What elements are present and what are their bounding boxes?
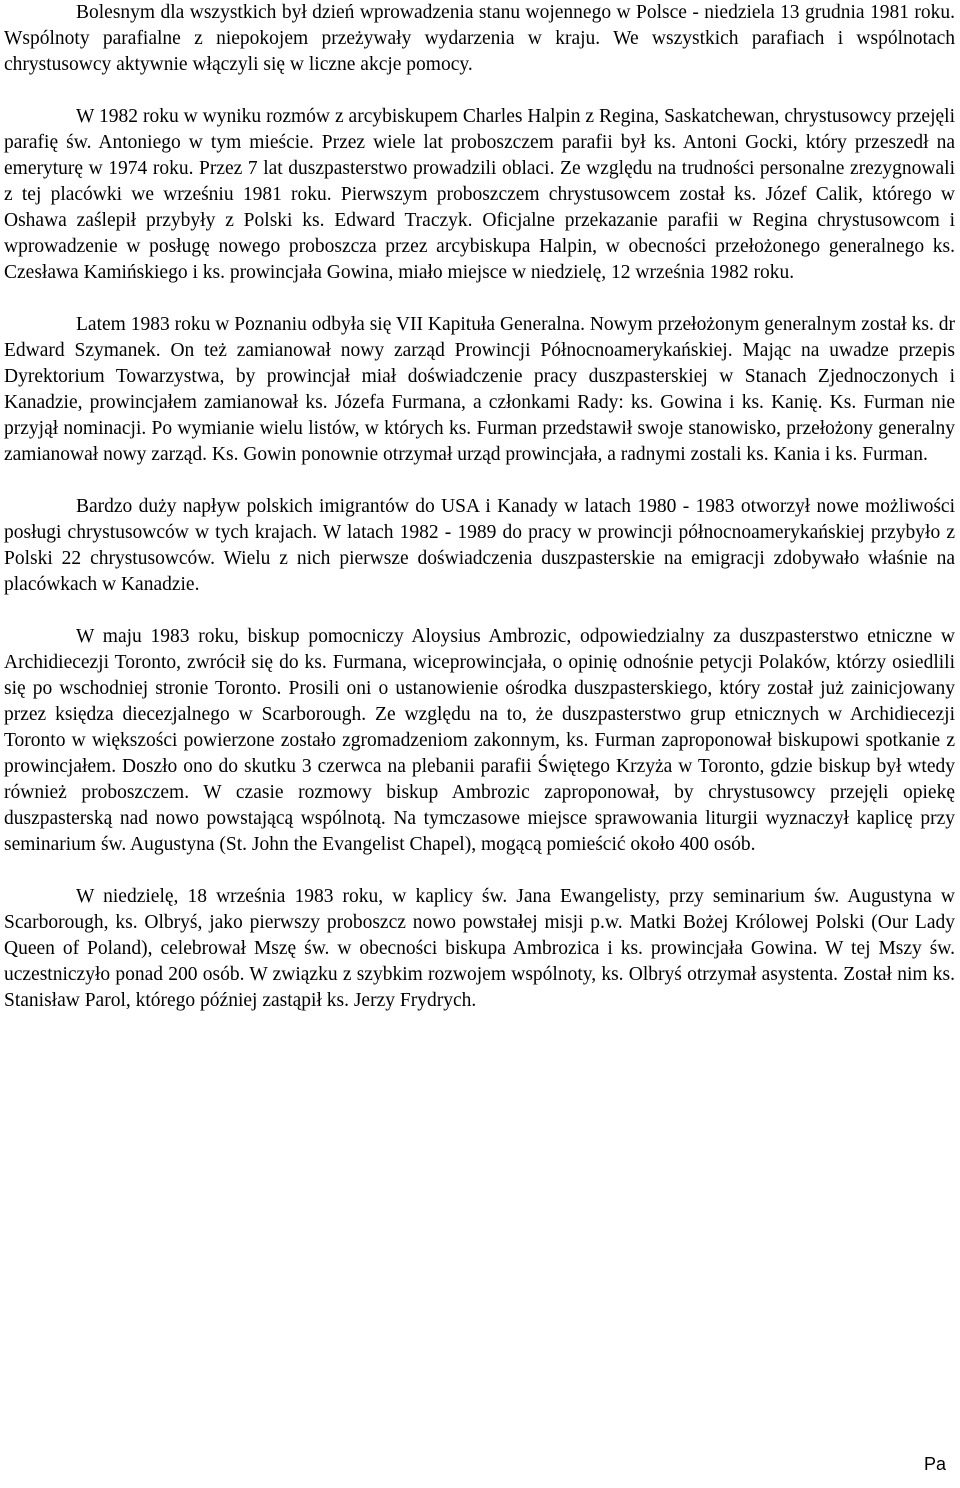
- paragraph-immigrants: Bardzo duży napływ polskich imigrantów do USA i Kanady w latach 1980 - 1983 otworzył nowe możliwości posługi chrystusowców w tych krajach. W latach 1982 - 1989 do pracy w prowincji północnoamerykańskiej przybyło z Polski 22 chrystusowców. Wielu z nich pierwsze doświadczenia duszpasterskie na emigracji zdobywało właśnie na placówkach w Kanadzie.: [4, 496, 955, 595]
- paragraph-martial-law: Bolesnym dla wszystkich był dzień wprowadzenia stanu wojennego w Polsce - niedziela 13 grudnia 1981 roku. Wspólnoty parafialne z niepokojem przeżywały wydarzenia w kraju. We wszystkich parafiach i wspólnotach chrystusowcy aktywnie włączyli się w liczne akcje pomocy.: [4, 2, 955, 75]
- paragraph-general-chapter: Latem 1983 roku w Poznaniu odbyła się VII Kapituła Generalna. Nowym przełożonym generalnym został ks. dr Edward Szymanek. On też zamianował nowy zarząd Prowincji Północnoamerykańskiej. Mając na uwadze przepis Dyrektorium Towarzystwa, by prowincjał miał doświadczenie pracy duszpasterskiej w Stanach Zjednoczonych i Kanadzie, prowincjałem zamianował ks. Józefa Furmana, a członkami Rady: ks. Gowina i ks. Kanię. Ks. Furman nie przyjął nominacji. Po wymianie wielu listów, w których ks. Furman przedstawił swoje stanowisko, przełożony generalny zamianował nowy zarząd. Ks. Gowin ponownie otrzymał urząd prowincjała, a radnymi zostali ks. Kania i ks. Furman.: [4, 314, 955, 465]
- document-body: [4, 0, 955, 1040]
- paragraph-regina-parish: W 1982 roku w wyniku rozmów z arcybiskupem Charles Halpin z Regina, Saskatchewan, chrystusowcy przejęli parafię św. Antoniego w tym mieście. Przez wiele lat proboszczem parafii był ks. Antoni Gocki, który przeszedł na emeryturę w 1974 roku. Przez 7 lat duszpasterstwo prowadzili oblaci. Ze względu na trudności personalne zrezygnowali z tej placówki we wrześniu 1981 roku. Pierwszym proboszczem chrystusowcem został ks. Józef Calik, którego w Oshawa zaślepił przybyły z Polski ks. Edward Traczyk. Oficjalne przekazanie parafii w Regina chrystusowcom i wprowadzenie w posługę nowego proboszcza przez arcybiskupa Halpin, w obecności przełożonego generalnego ks. Czesława Kamińskiego i ks. prowincjała Gowina, miało miejsce w niedzielę, 12 września 1982 roku.: [4, 106, 955, 283]
- paragraph-first-mass: W niedzielę, 18 września 1983 roku, w kaplicy św. Jana Ewangelisty, przy seminarium św. Augustyna w Scarborough, ks. Olbryś, jako pierwszy proboszcz nowo powstałej misji p.w. Matki Bożej Królowej Polski (Our Lady Queen of Poland), celebrował Mszę św. w obecności biskupa Ambrozica i ks. prowincjała Gowina. W tej Mszy św. uczestniczyło ponad 200 osób. W związku z szybkim rozwojem wspólnoty, ks. Olbryś otrzymał asystenta. Został nim ks. Stanisław Parol, którego później zastąpił ks. Jerzy Frydrych.: [4, 886, 955, 1011]
- page-footer-mark: Pa: [923, 1454, 946, 1474]
- paragraph-toronto-mission: W maju 1983 roku, biskup pomocniczy Aloysius Ambrozic, odpowiedzialny za duszpasterstwo etniczne w Archidiecezji Toronto, zwrócił się do ks. Furmana, wiceprowincjała, o opinię odnośnie petycji Polaków, którzy osiedlili się po wschodniej stronie Toronto. Prosili oni o ustanowienie ośrodka duszpasterskiego, który został już zainicjowany przez księdza diecezjalnego w Scarborough. Ze względu na to, że duszpasterstwo grup etnicznych w Archidiecezji Toronto w większości powierzone zostało zgromadzeniom zakonnym, ks. Furman zaproponował biskupowi spotkanie z prowincjałem. Doszło ono do skutku 3 czerwca na plebanii parafii Świętego Krzyża w Toronto, gdzie biskup był wtedy również proboszczem. W czasie rozmowy biskup Ambrozic zaproponował, by chrystusowcy przejęli opiekę duszpasterską nad nowo powstającą wspólnotą. Na tymczasowe miejsce sprawowania liturgii wyznaczył kaplicę przy seminarium św. Augustyna (St. John the Evangelist Chapel), mogącą pomieścić około 400 osób.: [4, 626, 955, 855]
